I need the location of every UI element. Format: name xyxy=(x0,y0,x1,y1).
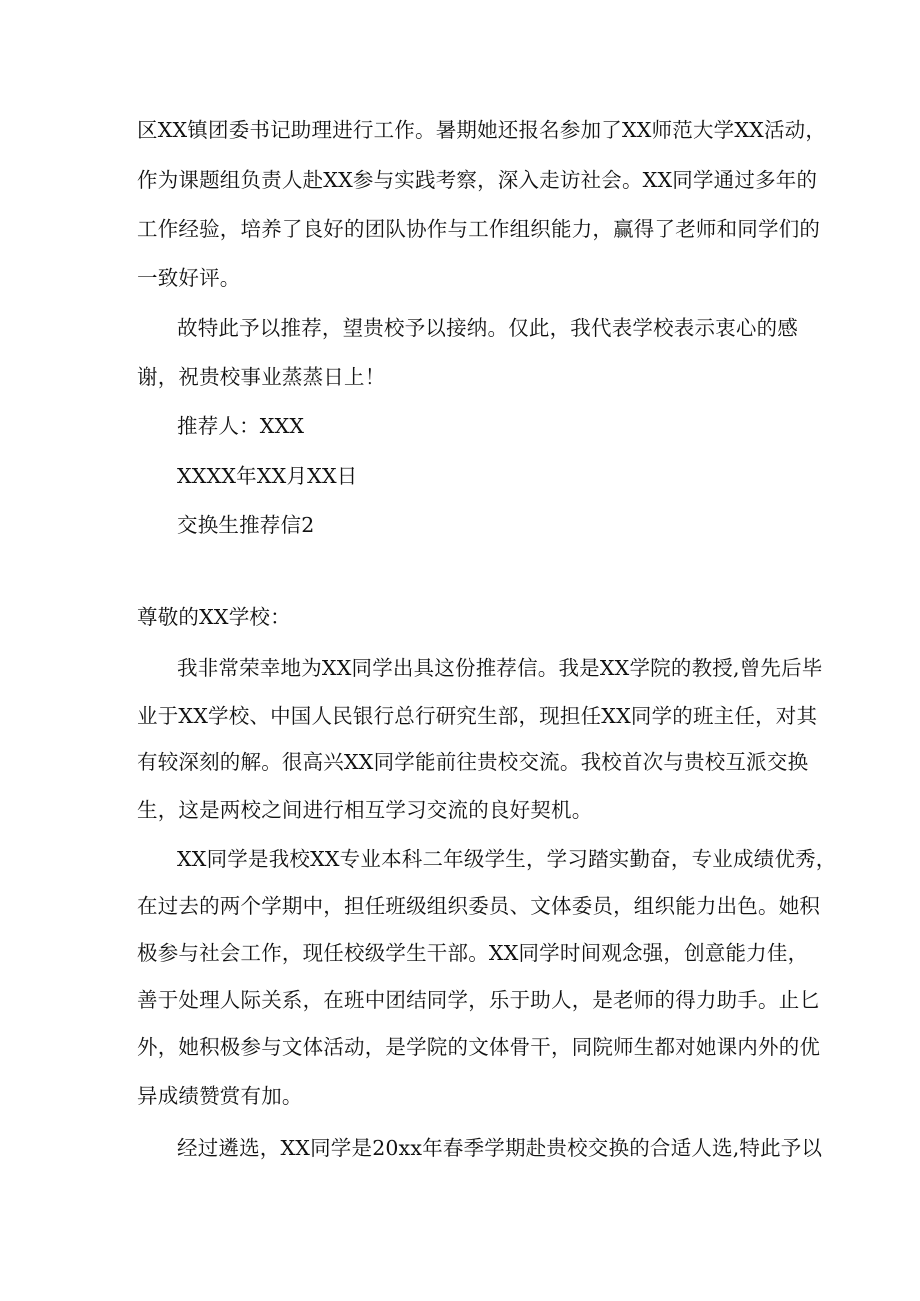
recommender-line: 推荐人：XXX xyxy=(177,414,305,438)
body-line: 善于处理人际关系，在班中团结同学，乐于助人，是老师的得力助手。止匕 xyxy=(137,988,821,1012)
body-line: 作为课题组负责人赴XX参与实践考察，深入走访社会。XX同学通过多年的 xyxy=(137,168,818,192)
section-title: 交换生推荐信2 xyxy=(177,513,315,537)
body-line: 区XX镇团委书记助理进行工作。暑期她还报名参加了XX师范大学XX活动， xyxy=(137,118,827,142)
body-line: 有较深刻的解。很高兴XX同学能前往贵校交流。我校首次与贵校互派交换 xyxy=(137,750,809,774)
body-line: 故特此予以推荐，望贵校予以接纳。仅此，我代表学校表示衷心的感 xyxy=(177,316,798,340)
body-line: 外，她积极参与文体活动，是学院的文体骨干，同院师生都对她课内外的优 xyxy=(137,1035,821,1059)
body-line: 极参与社会工作，现任校级学生干部。XX同学时间观念强，创意能力佳， xyxy=(137,941,809,965)
body-line: 经过遴选，XX同学是20xx年春季学期赴贵校交换的合适人选,特此予以 xyxy=(177,1136,823,1160)
body-line: 业于XX学校、中国人民银行总行研究生部，现担任XX同学的班主任，对其 xyxy=(137,704,818,728)
body-line: 一致好评。 xyxy=(137,266,241,290)
salutation: 尊敬的XX学校： xyxy=(137,605,291,629)
body-line: 我非常荣幸地为XX同学出具这份推荐信。我是XX学院的教授,曾先后毕 xyxy=(177,656,823,680)
date-line: XXXX年XX月XX日 xyxy=(177,464,358,488)
body-line: 工作经验，培养了良好的团队协作与工作组织能力，赢得了老师和同学们的 xyxy=(137,217,821,241)
body-line: 生，这是两校之间进行相互学习交流的良好契机。 xyxy=(137,798,593,822)
body-line: XX同学是我校XX专业本科二年级学生，学习踏实勤奋，专业成绩优秀， xyxy=(177,847,837,871)
body-line: 谢，祝贵校事业蒸蒸日上！ xyxy=(137,365,386,389)
body-line: 异成绩赞赏有加。 xyxy=(137,1084,303,1108)
body-line: 在过去的两个学期中，担任班级组织委员、文体委员，组织能力出色。她积 xyxy=(137,894,821,918)
